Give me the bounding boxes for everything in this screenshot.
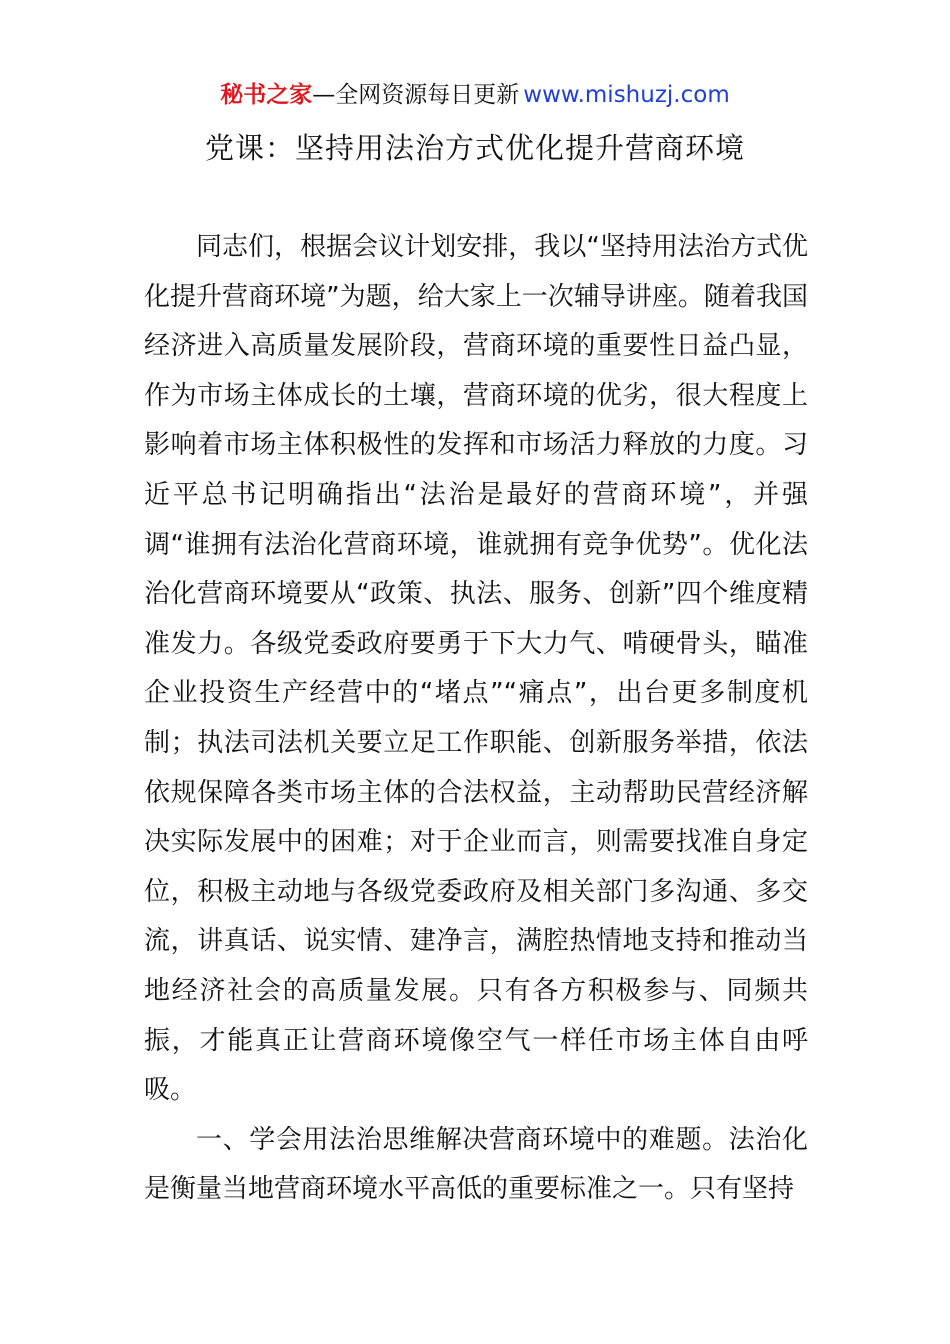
- site-header: [0, 78, 950, 112]
- document-body: [144, 223, 808, 1215]
- section-one-paragraph: 一、学会用法治思维解决营商环境中的难题。法治化是衡量当地营商环境水平高低的重要标准之一。只有坚持: [144, 1124, 808, 1205]
- site-url-link[interactable]: www.mishuzj.com: [523, 82, 730, 108]
- document-title: 党课：坚持用法治方式优化提升营商环境: [204, 131, 745, 165]
- header-tagline: —全网资源每日更新: [312, 82, 520, 108]
- body-paragraph: 同志们，根据会议计划安排，我以“坚持用法治方式优化提升营商环境”为题，给大家上一次辅导讲座。随着我国经济进入高质量发展阶段，营商环境的重要性日益凸显，作为市场主体成长的土壤，营商环境的优劣，很大程度上影响着市场主体积极性的发挥和市场活力释放的力度。习近平总书记明确指出“法治是最好的营商环境”，并强调“谁拥有法治化营商环境，谁就拥有竞争优势”。优化法治化营商环境要从“政策、执法、服务、创新”四个维度精准发力。各级党委政府要勇于下大力气、啃硬骨头，瞄准企业投资生产经营中的“堵点”“痛点”，出台更多制度机制；执法司法机关要立足工作职能、创新服务举措，依法依规保障各类市场主体的合法权益，主动帮助民营经济解决实际发展中的困难；对于企业而言，则需要找准自身定位，积极主动地与各级党委政府及相关部门多沟通、多交流，讲真话、说实情、建净言，满腔热情地支持和推动当地经济社会的高质量发展。只有各方积极参与、同频共振，才能真正让营商环境像空气一样任市场主体自由呼吸。: [144, 232, 808, 1106]
- brand-name: 秘书之家: [220, 82, 313, 108]
